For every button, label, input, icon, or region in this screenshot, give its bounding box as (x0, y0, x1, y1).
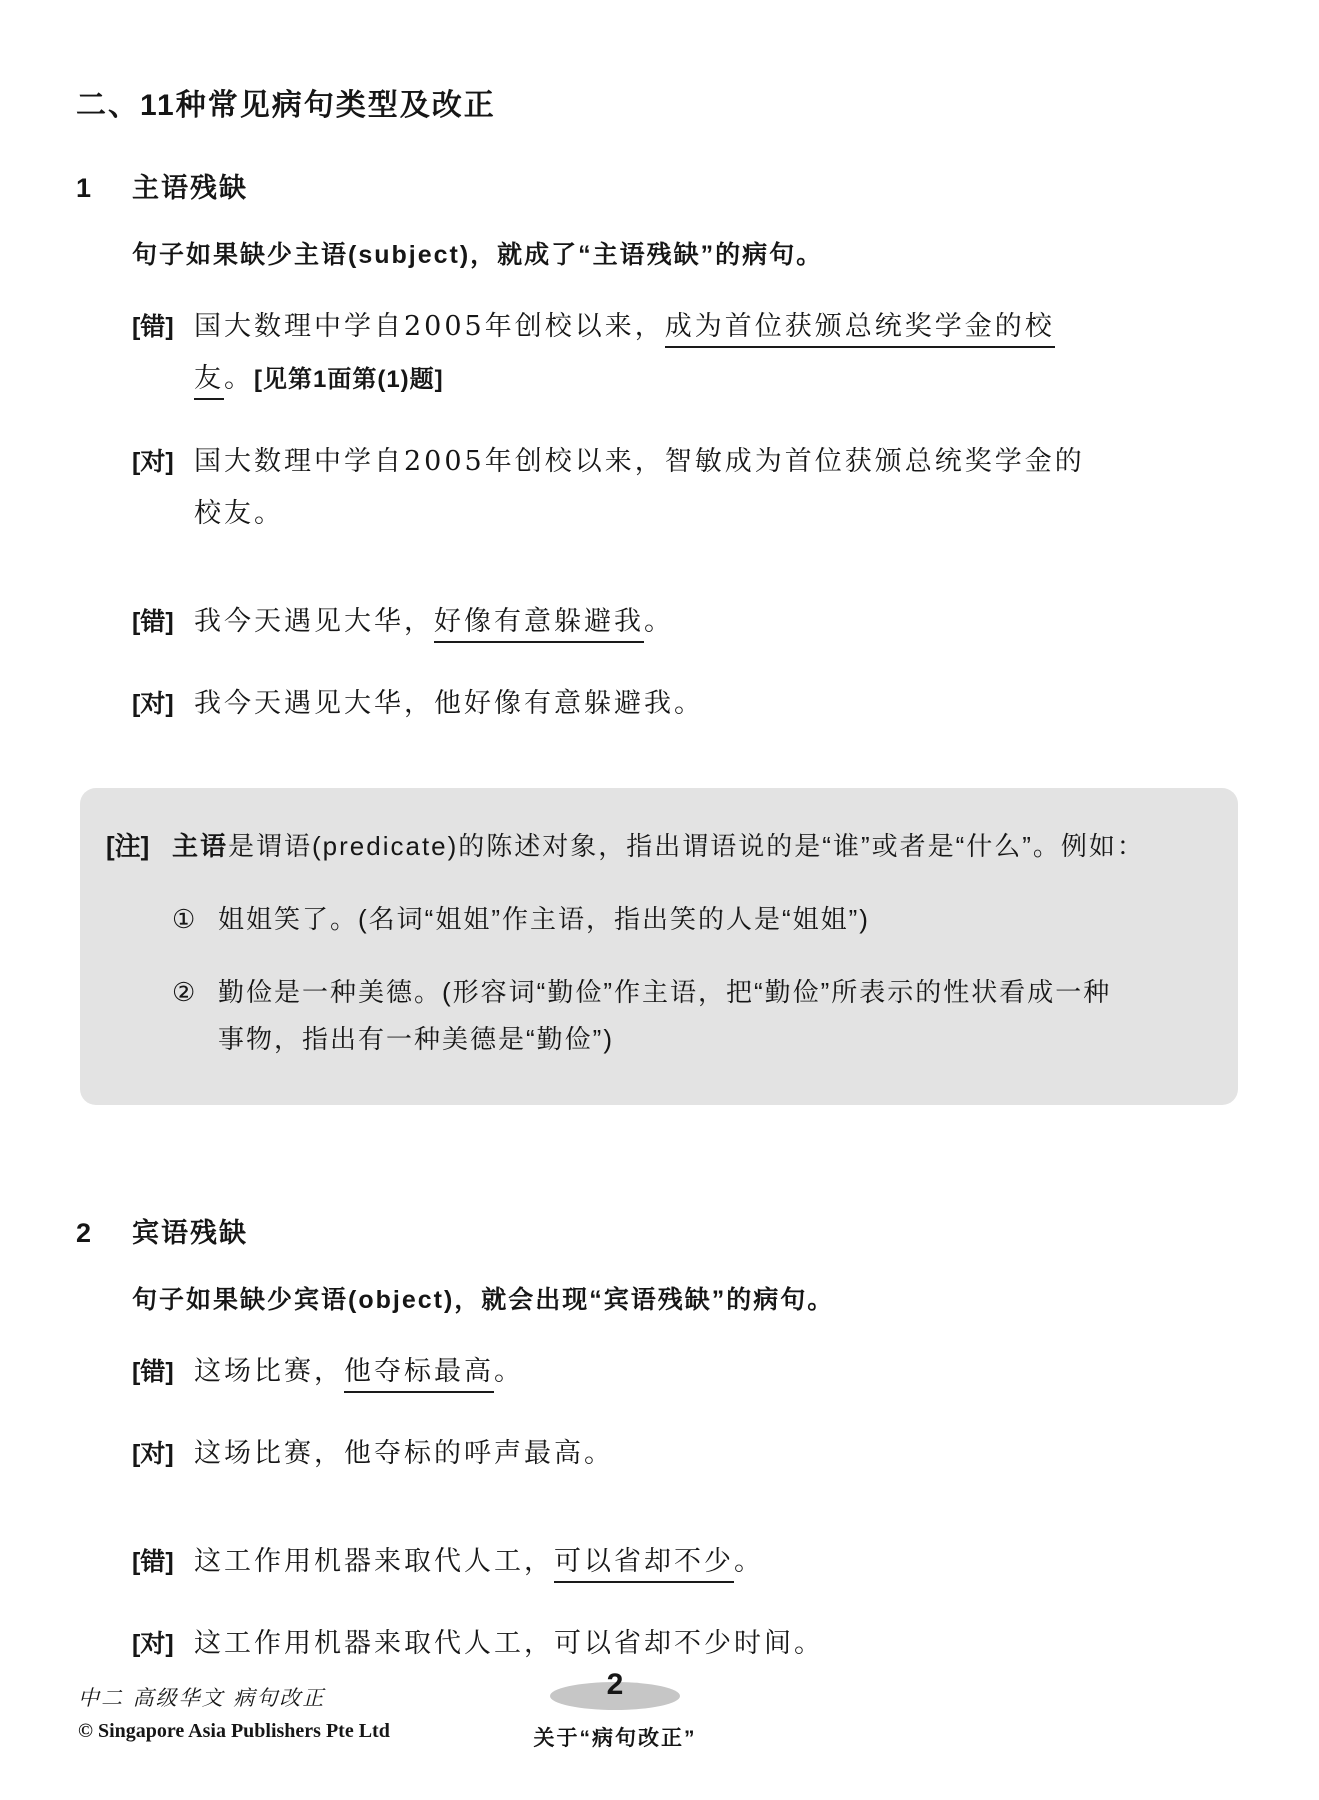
note-item-2 (172, 969, 1182, 1063)
note-item-text: 勤俭是一种美德。(形容词“勤俭”作主语，把“勤俭”所表示的性状看成一种事物，指出有一种美德是“勤俭”) (218, 977, 1112, 1054)
note-box (80, 788, 1238, 1105)
example-right-4 (132, 1618, 1179, 1670)
example-wrong-4 (132, 1536, 1179, 1588)
book-series-title: 中二 高级华文 病句改正 (78, 1686, 326, 1710)
example-right-1 (132, 436, 1179, 540)
wrong-label: [错] (132, 1358, 174, 1386)
section-2-intro: 句子如果缺少宾语(object)，就会出现“宾语残缺”的病句。 (132, 1286, 835, 1314)
wrong-label: [错] (132, 608, 174, 636)
underlined-error-segment: 他夺标最高 (344, 1356, 494, 1393)
page-number-badge (550, 1668, 680, 1712)
example-sentence (194, 301, 1089, 406)
example-sentence (194, 596, 674, 648)
sentence-segment: 。 (494, 1356, 524, 1387)
underlined-error-segment: 成为首位获颁总统奖学金的校友 (194, 311, 1055, 400)
footer-left-block (78, 1682, 390, 1743)
right-label: [对] (132, 448, 174, 476)
section-2-title: 宾语残缺 (132, 1218, 248, 1248)
example-right-3 (132, 1428, 1179, 1480)
sentence-segment: 这工作用机器来取代人工， (194, 1546, 554, 1577)
section-2-heading (76, 1211, 1179, 1250)
section-1-heading (76, 166, 1179, 205)
note-item-1 (172, 896, 1182, 943)
sentence-segment: 这场比赛， (194, 1356, 344, 1387)
example-sentence: 这场比赛，他夺标的呼声最高。 (194, 1438, 614, 1469)
section-2-number: 2 (76, 1218, 92, 1248)
example-wrong-3 (132, 1346, 1179, 1398)
circled-number-2: ② (172, 977, 198, 1007)
example-right-2 (132, 678, 1179, 730)
example-sentence: 这工作用机器来取代人工，可以省却不少时间。 (194, 1628, 824, 1659)
note-lead (172, 822, 1145, 870)
page-number: 2 (606, 1668, 624, 1701)
wrong-label: [错] (132, 313, 174, 341)
copyright-notice: © Singapore Asia Publishers Pte Ltd (78, 1720, 390, 1742)
note-item-text: 姐姐笑了。(名词“姐姐”作主语，指出笑的人是“姐姐”) (218, 904, 870, 934)
page-title: 二、11种常见病句类型及改正 (76, 89, 496, 122)
example-sentence: 我今天遇见大华，他好像有意躲避我。 (194, 688, 704, 719)
example-wrong-2 (132, 596, 1179, 648)
section-1-title: 主语残缺 (132, 173, 248, 203)
sentence-segment: 我今天遇见大华， (194, 606, 434, 637)
wrong-label: [错] (132, 1548, 174, 1576)
note-keyword: 主语 (172, 831, 229, 861)
sentence-segment: 。 (644, 606, 674, 637)
circled-number-1: ① (172, 904, 198, 934)
example-sentence: 国大数理中学自2005年创校以来，智敏成为首位获颁总统奖学金的校友。 (194, 446, 1085, 529)
sentence-segment: 。 (734, 1546, 764, 1577)
section-1-intro: 句子如果缺少主语(subject)，就成了“主语残缺”的病句。 (132, 241, 824, 269)
example-sentence (194, 1536, 764, 1588)
cross-reference: [见第1面第(1)题] (254, 366, 444, 393)
note-lead-text: 是谓语(predicate)的陈述对象，指出谓语说的是“谁”或者是“什么”。例如： (228, 831, 1145, 861)
right-label: [对] (132, 690, 174, 718)
footer-center-block (495, 1668, 735, 1752)
right-label: [对] (132, 1440, 174, 1468)
chapter-caption: 关于“病句改正” (533, 1727, 697, 1750)
note-label: [注] (106, 831, 150, 861)
example-sentence (194, 1346, 524, 1398)
underlined-error-segment: 可以省却不少 (554, 1546, 734, 1583)
example-wrong-1 (132, 301, 1179, 406)
underlined-error-segment: 好像有意躲避我 (434, 606, 644, 643)
section-1-number: 1 (76, 173, 92, 203)
note-head (106, 822, 1182, 870)
right-label: [对] (132, 1630, 174, 1658)
sentence-segment: 。 (224, 363, 254, 394)
sentence-segment: 国大数理中学自2005年创校以来， (194, 311, 665, 342)
